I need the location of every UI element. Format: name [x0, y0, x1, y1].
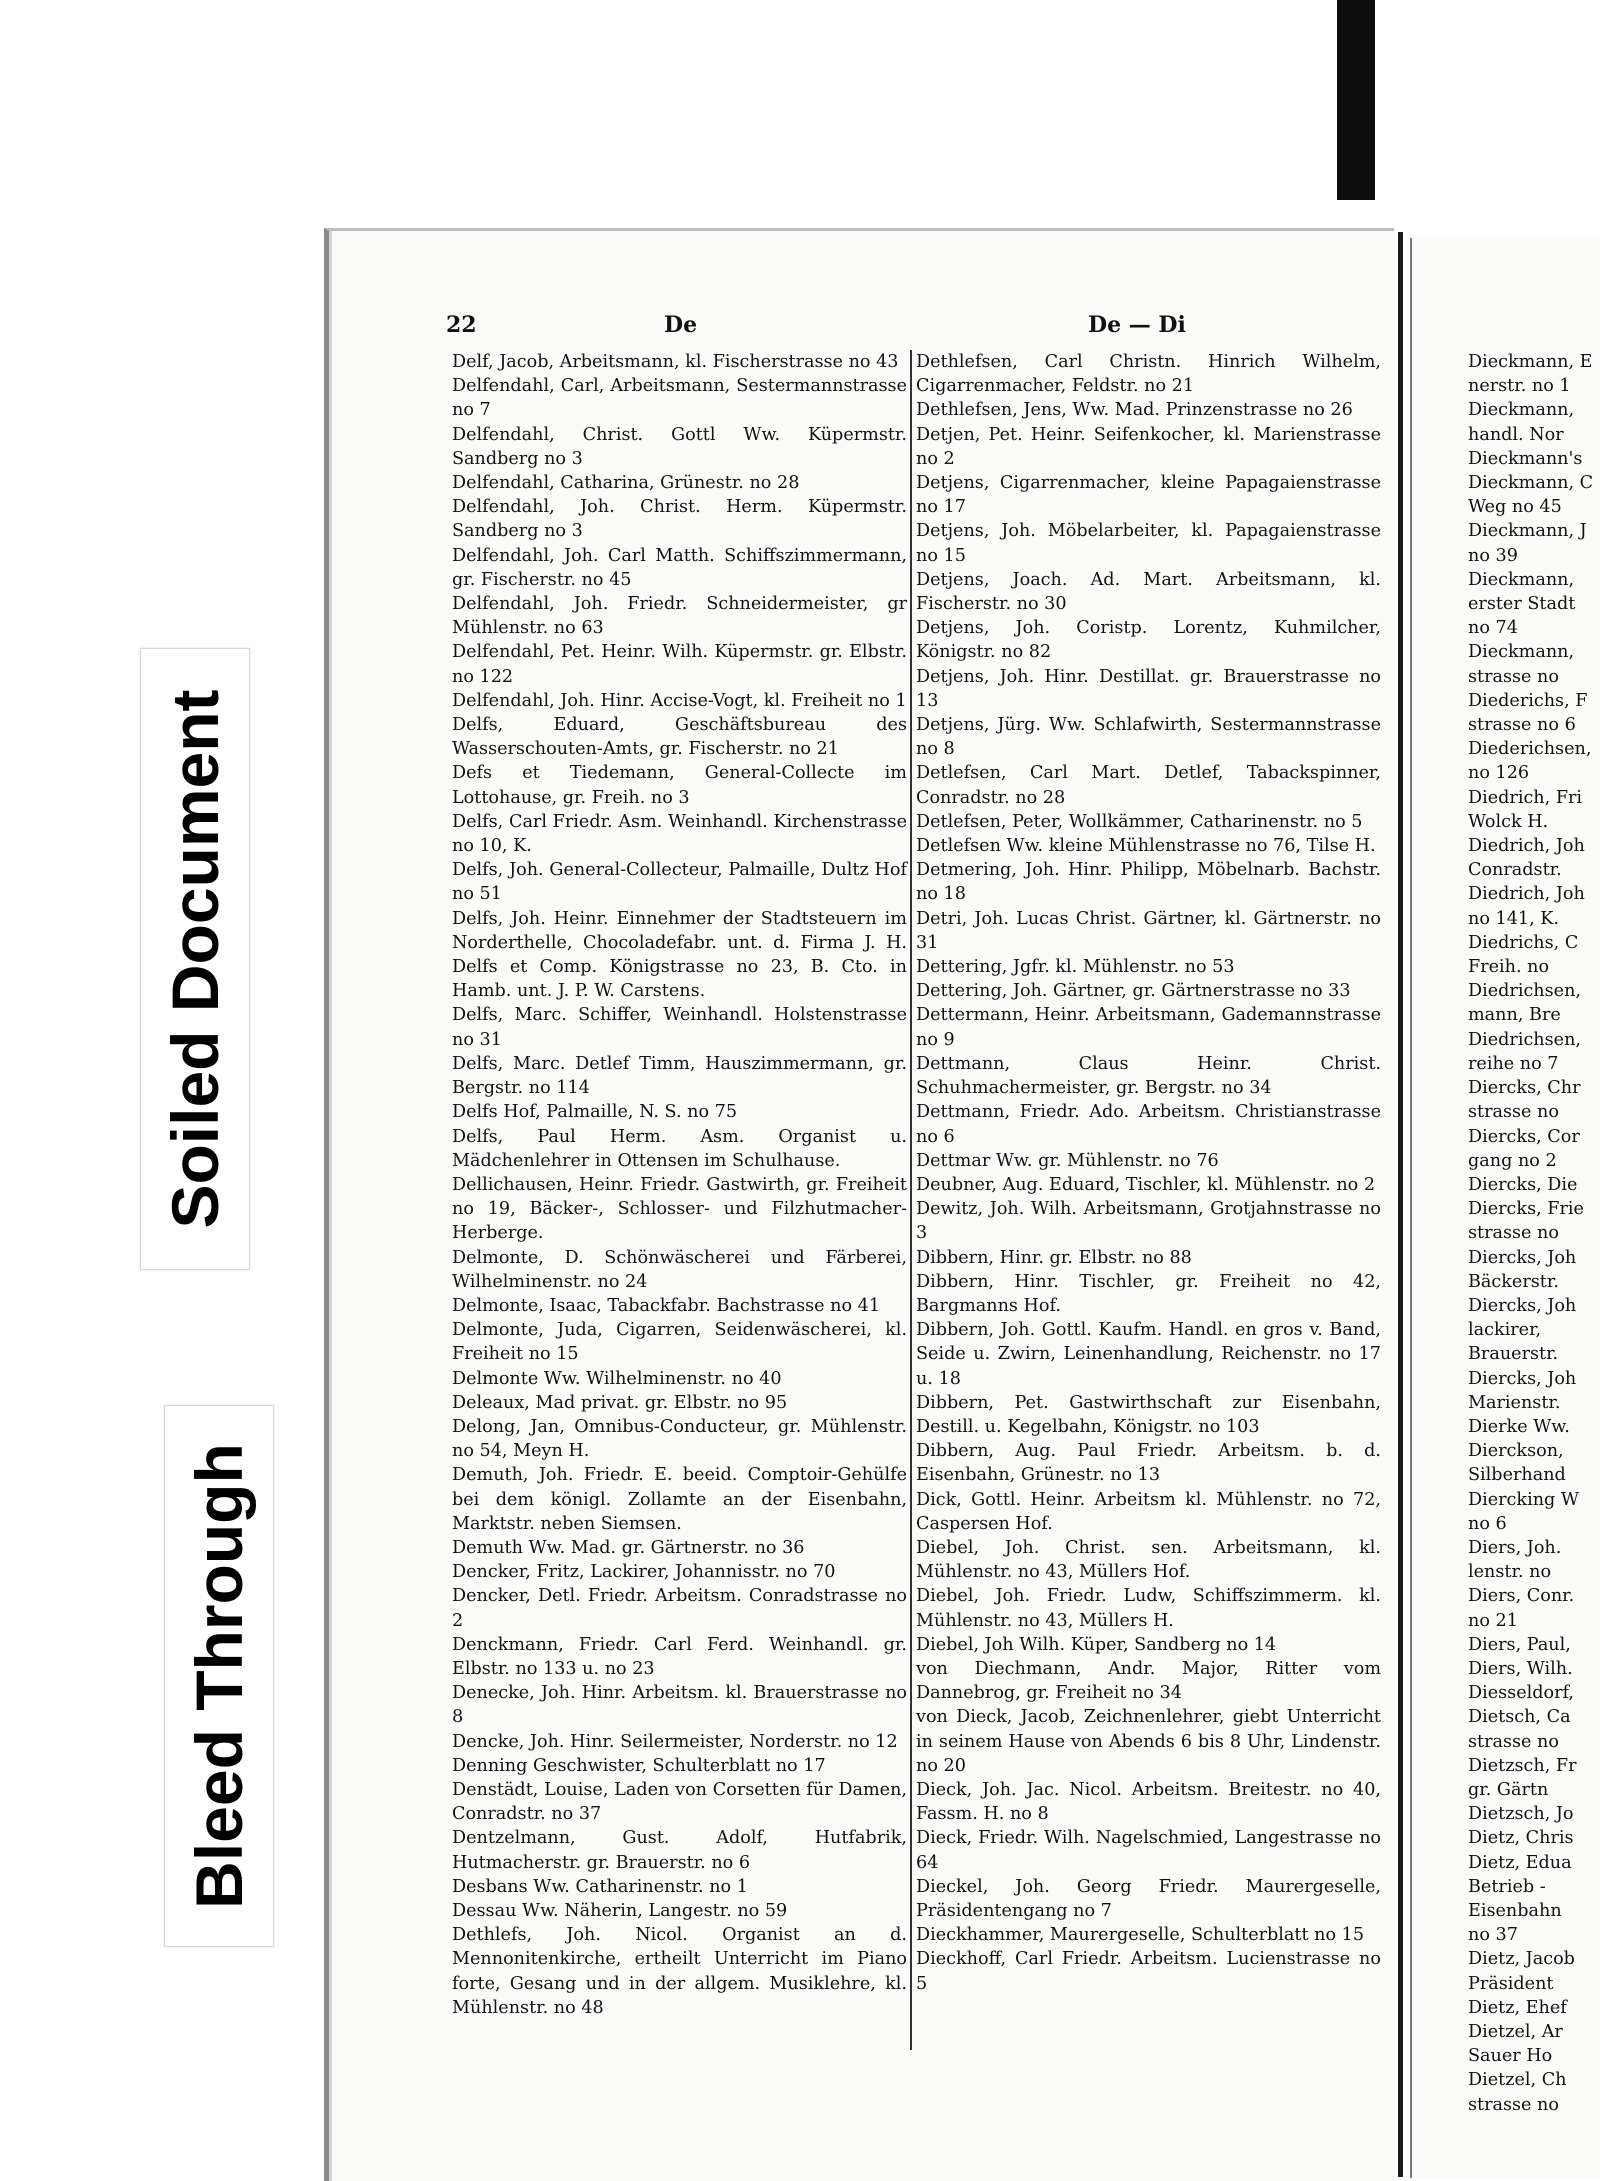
bleed-through-label: Bleed Through — [182, 1443, 256, 1909]
directory-entry: Diercks, Joh — [1468, 1368, 1577, 1389]
directory-entry: Dieckmann, C — [1468, 473, 1594, 494]
directory-entry: Dieckhammer, Maurergeselle, Schulterblatt no 15 — [916, 1925, 1365, 1946]
directory-entry: nerstr. no 1 — [1468, 376, 1571, 397]
directory-entry: Diederichsen, — [1468, 739, 1592, 760]
directory-entry: Diers, Conr. — [1468, 1586, 1575, 1607]
directory-entry: Delfendahl, Joh. Hinr. Accise-Vogt, kl. Freiheit no 1 — [452, 690, 907, 711]
soiled-document-label: Soiled Document — [158, 689, 232, 1229]
directory-entry: Dethlefs, Joh. Nicol. Organist an d. Mennonitenkirche, ertheilt Unterricht im Piano forte, Gesang und in der allgem. Musiklehre, kl. Mühlenstr. no 48 — [452, 1925, 907, 2018]
directory-entry: handl. Nor — [1468, 424, 1564, 445]
directory-entry: Denning Geschwister, Schulterblatt no 17 — [452, 1755, 826, 1776]
directory-entry: no 6 — [1468, 1513, 1507, 1534]
directory-entry: Dettmar Ww. gr. Mühlenstr. no 76 — [916, 1150, 1219, 1171]
directory-entry: Detmering, Joh. Hinr. Philipp, Möbelnarb. Bachstr. no 18 — [916, 860, 1381, 905]
directory-entry: reihe no 7 — [1468, 1053, 1559, 1074]
directory-entry: Denstädt, Louise, Laden von Corsetten für Damen, Conradstr. no 37 — [452, 1779, 907, 1825]
directory-entry: Diedrichsen, — [1468, 981, 1581, 1002]
directory-entry: Delmonte, Juda, Cigarren, Seidenwäscherei, kl. Freiheit no 15 — [452, 1320, 907, 1365]
facing-page-column — [1468, 350, 1600, 2117]
directory-entry: Dietsch, Ca — [1468, 1707, 1571, 1728]
directory-entry: Delmonte Ww. Wilhelminenstr. no 40 — [452, 1368, 782, 1389]
directory-entry: Diercks, Die — [1468, 1174, 1578, 1195]
directory-entry: Denecke, Joh. Hinr. Arbeitsm. kl. Brauerstrasse no 8 — [452, 1683, 907, 1728]
directory-entry: Detlefsen, Carl Mart. Detlef, Tabackspinner, Conradstr. no 28 — [916, 763, 1381, 808]
directory-entry: Delfs, Eduard, Geschäftsbureau des Wasserschouten-Amts, gr. Fischerstr. no 21 — [452, 715, 907, 760]
directory-entry: Diedrich, Joh — [1468, 836, 1585, 857]
directory-entry: Diercks, Joh — [1468, 1247, 1577, 1268]
directory-entry: Diedrich, Fri — [1468, 787, 1583, 808]
directory-entry: Dewitz, Joh. Wilh. Arbeitsmann, Grotjahnstrasse no 3 — [916, 1199, 1381, 1244]
directory-entry: Bäckerstr. — [1468, 1271, 1559, 1292]
directory-entry: strasse no — [1468, 1731, 1559, 1752]
directory-entry: no 37 — [1468, 1925, 1518, 1946]
directory-entry: Dieck, Joh. Jac. Nicol. Arbeitsm. Breitestr. no 40, Fassm. H. no 8 — [916, 1779, 1381, 1825]
directory-entry: Dethlefsen, Carl Christn. Hinrich Wilhelm, Cigarrenmacher, Feldstr. no 21 — [916, 352, 1381, 397]
directory-entry: Delfs, Carl Friedr. Asm. Weinhandl. Kirchenstrasse no 10, K. — [452, 811, 907, 857]
directory-entry: Detjens, Jürg. Ww. Schlafwirth, Sestermannstrasse no 8 — [916, 715, 1381, 760]
directory-entry: Diedrichsen, — [1468, 1029, 1581, 1050]
directory-entry: Dibbern, Hinr. Tischler, gr. Freiheit no 42, Bargmanns Hof. — [916, 1271, 1381, 1316]
directory-entry: Dieckmann, — [1468, 642, 1575, 663]
directory-entry: strasse no — [1468, 666, 1559, 687]
directory-entry: Dieckmann, — [1468, 569, 1575, 590]
directory-entry: Dieckmann, J — [1468, 521, 1587, 542]
directory-entry: Delfs, Marc. Schiffer, Weinhandl. Holstenstrasse no 31 — [452, 1005, 907, 1050]
directory-entry: Diers, Wilh. — [1468, 1658, 1573, 1679]
directory-entry: Dencker, Fritz, Lackirer, Johannisstr. no 70 — [452, 1562, 836, 1583]
directory-entry: no 126 — [1468, 763, 1530, 784]
directory-entry: Conradstr. — [1468, 860, 1562, 881]
directory-entry: Detjens, Joh. Hinr. Destillat. gr. Brauerstrasse no 13 — [916, 666, 1381, 711]
directory-entry: gr. Gärtn — [1468, 1779, 1549, 1800]
directory-entry: Dellichausen, Heinr. Friedr. Gastwirth, gr. Freiheit no 19, Bäcker-, Schlosser- und Filzhutmacher-Herberge. — [452, 1174, 907, 1244]
directory-entry: no 74 — [1468, 618, 1518, 639]
directory-entry: Delfendahl, Pet. Heinr. Wilh. Küpermstr. gr. Elbstr. no 122 — [452, 642, 907, 687]
directory-entry: Delong, Jan, Omnibus-Conducteur, gr. Mühlenstr. no 54, Meyn H. — [452, 1416, 907, 1462]
directory-entry: von Diechmann, Andr. Major, Ritter vom Dannebrog, gr. Freiheit no 34 — [916, 1658, 1381, 1704]
directory-entry: Diers, Paul, — [1468, 1634, 1571, 1655]
directory-entry: Freih. no — [1468, 957, 1550, 978]
directory-entry: Deleaux, Mad privat. gr. Elbstr. no 95 — [452, 1392, 788, 1413]
directory-entry: Delfendahl, Joh. Friedr. Schneidermeister, gr Mühlenstr. no 63 — [452, 594, 907, 639]
left-running-head: De — [664, 312, 698, 338]
directory-entry: Diedrichs, C — [1468, 932, 1579, 953]
directory-entry: Delfendahl, Joh. Carl Matth. Schiffszimmermann, gr. Fischerstr. no 45 — [452, 545, 907, 590]
right-running-head: De — Di — [1088, 312, 1186, 338]
directory-entry: Silberhand — [1468, 1465, 1566, 1486]
directory-entry: Detjens, Joh. Möbelarbeiter, kl. Papagaienstrasse no 15 — [916, 521, 1381, 566]
directory-entry: Betrieb - — [1468, 1876, 1546, 1897]
directory-entry: Dentzelmann, Gust. Adolf, Hutfabrik, Hutmacherstr. gr. Brauerstr. no 6 — [452, 1828, 907, 1873]
directory-entry: erster Stadt — [1468, 594, 1576, 615]
directory-entry: no 21 — [1468, 1610, 1518, 1631]
directory-entry: no 39 — [1468, 545, 1518, 566]
directory-entry: Deubner, Aug. Eduard, Tischler, kl. Mühlenstr. no 2 — [916, 1174, 1376, 1195]
directory-entry: mann, Bre — [1468, 1005, 1561, 1026]
directory-entry: Präsident — [1468, 1973, 1554, 1994]
directory-entry: Desbans Ww. Catharinenstr. no 1 — [452, 1876, 748, 1897]
directory-entry: Delfendahl, Christ. Gottl Ww. Küpermstr. Sandberg no 3 — [452, 424, 907, 469]
column-divider — [910, 350, 912, 2050]
directory-entry: Dessau Ww. Näherin, Langestr. no 59 — [452, 1901, 788, 1921]
directory-entry: Diebel, Joh Wilh. Küper, Sandberg no 14 — [916, 1634, 1277, 1655]
directory-entry: Dieckel, Joh. Georg Friedr. Maurergeselle, Präsidentengang no 7 — [916, 1876, 1381, 1921]
middle-column — [916, 350, 1381, 1996]
directory-entry: Diercks, Joh — [1468, 1295, 1577, 1316]
directory-entry: Diercks, Frie — [1468, 1199, 1584, 1220]
directory-entry: von Dieck, Jacob, Zeichnenlehrer, giebt Unterricht in seinem Hause von Abends 6 bis 8 Uhr, Lindenstr. no 20 — [916, 1707, 1381, 1776]
directory-entry: Detlefsen Ww. kleine Mühlenstrasse no 76, Tilse H. — [916, 836, 1376, 857]
directory-entry: Diedrich, Joh — [1468, 884, 1585, 905]
directory-entry: Dettering, Jgfr. kl. Mühlenstr. no 53 — [916, 957, 1235, 978]
directory-entry: Dierke Ww. — [1468, 1416, 1570, 1437]
directory-entry: Eisenbahn — [1468, 1901, 1562, 1921]
directory-entry: Defs et Tiedemann, General-Collecte im Lottohause, gr. Freih. no 3 — [452, 763, 907, 808]
directory-entry: Weg no 45 — [1468, 497, 1562, 518]
directory-entry: Delfs, Joh. General-Collecteur, Palmaille, Dultz Hof no 51 — [452, 860, 907, 905]
directory-entry: Demuth, Joh. Friedr. E. beeid. Comptoir-Gehülfe bei dem königl. Zollamte an der Eisenbahn, Marktstr. neben Siemsen. — [452, 1465, 907, 1534]
directory-entry: Dibbern, Hinr. gr. Elbstr. no 88 — [916, 1247, 1192, 1268]
directory-entry: no 141, K. — [1468, 908, 1560, 929]
directory-entry: Detjen, Pet. Heinr. Seifenkocher, kl. Marienstrasse no 2 — [916, 424, 1381, 469]
directory-entry: Dethlefsen, Jens, Ww. Mad. Prinzenstrasse no 26 — [916, 400, 1353, 421]
directory-entry: Dieckhoff, Carl Friedr. Arbeitsm. Lucienstrasse no 5 — [916, 1949, 1381, 1994]
directory-entry: Diebel, Joh. Friedr. Ludw, Schiffszimmerm. kl. Mühlenstr. no 43, Müllers H. — [916, 1586, 1381, 1631]
directory-entry: strasse no — [1468, 1223, 1559, 1244]
directory-entry: Dietz, Ehef — [1468, 1997, 1567, 2018]
directory-entry: Wolck H. — [1468, 811, 1549, 832]
soiled-document-tag — [140, 648, 250, 1270]
directory-entry: Diercks, Cor — [1468, 1126, 1580, 1147]
directory-entry: Demuth Ww. Mad. gr. Gärtnerstr. no 36 — [452, 1537, 805, 1558]
directory-entry: Dettmann, Claus Heinr. Christ. Schuhmachermeister, gr. Bergstr. no 34 — [916, 1053, 1381, 1099]
directory-entry: Dibbern, Aug. Paul Friedr. Arbeitsm. b. d. Eisenbahn, Grünestr. no 13 — [916, 1441, 1381, 1486]
directory-entry: Dietzsch, Fr — [1468, 1755, 1577, 1776]
directory-entry: Dibbern, Joh. Gottl. Kaufm. Handl. en gros v. Band, Seide u. Zwirn, Leinenhandlung, Reichenstr. no 17 u. 18 — [916, 1320, 1381, 1389]
directory-entry: Diebel, Joh. Christ. sen. Arbeitsmann, kl. Mühlenstr. no 43, Müllers Hof. — [916, 1537, 1381, 1583]
directory-entry: Denckmann, Friedr. Carl Ferd. Weinhandl. gr. Elbstr. no 133 u. no 23 — [452, 1634, 907, 1679]
directory-entry: Dietzsch, Jo — [1468, 1804, 1574, 1825]
directory-entry: Dencke, Joh. Hinr. Seilermeister, Norderstr. no 12 — [452, 1731, 898, 1752]
directory-entry: Diercking W — [1468, 1489, 1579, 1510]
directory-entry: Dieck, Friedr. Wilh. Nagelschmied, Langestrasse no 64 — [916, 1828, 1381, 1873]
directory-entry: Dieckmann, E — [1468, 352, 1593, 372]
directory-entry: Diercks, Chr — [1468, 1078, 1581, 1099]
directory-entry: Dencker, Detl. Friedr. Arbeitsm. Conradstrasse no 2 — [452, 1586, 907, 1631]
directory-entry: Detjens, Cigarrenmacher, kleine Papagaienstrasse no 17 — [916, 473, 1381, 518]
directory-entry: Delfendahl, Catharina, Grünestr. no 28 — [452, 473, 800, 494]
directory-entry: Dietzel, Ar — [1468, 2022, 1563, 2043]
directory-entry: Dierckson, — [1468, 1441, 1564, 1462]
directory-entry: Delmonte, D. Schönwäscherei und Färberei, Wilhelminenstr. no 24 — [452, 1247, 907, 1292]
directory-entry: Delfs, Joh. Heinr. Einnehmer der Stadtsteuern im Norderthelle, Chocoladefabr. unt. d. Firma J. H. Delfs et Comp. Königstrasse no 23, B. Cto. in Hamb. unt. J. P. W. Carstens. — [452, 908, 907, 1002]
directory-entry: Delfendahl, Carl, Arbeitsmann, Sestermannstrasse no 7 — [452, 376, 907, 421]
directory-entry: Detlefsen, Peter, Wollkämmer, Catharinenstr. no 5 — [916, 811, 1363, 832]
directory-entry: strasse no 6 — [1468, 715, 1576, 736]
directory-entry: Dietz, Edua — [1468, 1852, 1572, 1873]
directory-entry: Dieckmann, — [1468, 400, 1575, 421]
directory-entry: Dettering, Joh. Gärtner, gr. Gärtnerstrasse no 33 — [916, 981, 1351, 1002]
directory-entry: Detjens, Joh. Coristp. Lorentz, Kuhmilcher, Königstr. no 82 — [916, 618, 1381, 663]
directory-entry: Delf, Jacob, Arbeitsmann, kl. Fischerstrasse no 43 — [452, 352, 899, 372]
directory-entry: Detri, Joh. Lucas Christ. Gärtner, kl. Gärtnerstr. no 31 — [916, 908, 1381, 953]
left-column — [452, 350, 907, 2020]
directory-entry: Dietzel, Ch — [1468, 2070, 1567, 2091]
directory-entry: Dettmann, Friedr. Ado. Arbeitsm. Christianstrasse no 6 — [916, 1102, 1381, 1147]
directory-entry: Diederichs, F — [1468, 690, 1588, 711]
directory-entry: Brauerstr. — [1468, 1344, 1559, 1365]
directory-entry: Delmonte, Isaac, Tabackfabr. Bachstrasse no 41 — [452, 1295, 881, 1316]
directory-entry: Detjens, Joach. Ad. Mart. Arbeitsmann, kl. Fischerstr. no 30 — [916, 569, 1381, 615]
directory-entry: Sauer Ho — [1468, 2046, 1553, 2067]
directory-entry: Dietz, Chris — [1468, 1828, 1574, 1849]
directory-entry: Delfs, Marc. Detlef Timm, Hauszimmermann, gr. Bergstr. no 114 — [452, 1053, 907, 1099]
directory-entry: strasse no — [1468, 1102, 1559, 1123]
directory-entry: Diers, Joh. — [1468, 1537, 1562, 1558]
directory-entry: gang no 2 — [1468, 1150, 1557, 1171]
directory-entry: Dettermann, Heinr. Arbeitsmann, Gademannstrasse no 9 — [916, 1005, 1381, 1050]
directory-entry: Delfendahl, Joh. Christ. Herm. Küpermstr. Sandberg no 3 — [452, 497, 907, 542]
bleed-through-tag — [164, 1405, 274, 1947]
directory-entry: Dibbern, Pet. Gastwirthschaft zur Eisenbahn, Destill. u. Kegelbahn, Königstr. no 103 — [916, 1392, 1381, 1437]
directory-entry: Diesseldorf, — [1468, 1683, 1574, 1704]
directory-entry: lackirer, — [1468, 1320, 1542, 1341]
directory-entry: Marienstr. — [1468, 1392, 1561, 1413]
directory-entry: strasse no — [1468, 2094, 1559, 2115]
directory-entry: Dietz, Jacob — [1468, 1949, 1575, 1970]
directory-entry: Delfs Hof, Palmaille, N. S. no 75 — [452, 1102, 738, 1123]
directory-entry: Delfs, Paul Herm. Asm. Organist u. Mädchenlehrer in Ottensen im Schulhause. — [452, 1126, 907, 1171]
directory-entry: lenstr. no — [1468, 1562, 1552, 1583]
page-gutter — [1398, 232, 1403, 2177]
page-number: 22 — [446, 312, 477, 338]
directory-entry: Dick, Gottl. Heinr. Arbeitsm kl. Mühlenstr. no 72, Caspersen Hof. — [916, 1489, 1381, 1534]
directory-entry: Dieckmann's — [1468, 448, 1583, 469]
